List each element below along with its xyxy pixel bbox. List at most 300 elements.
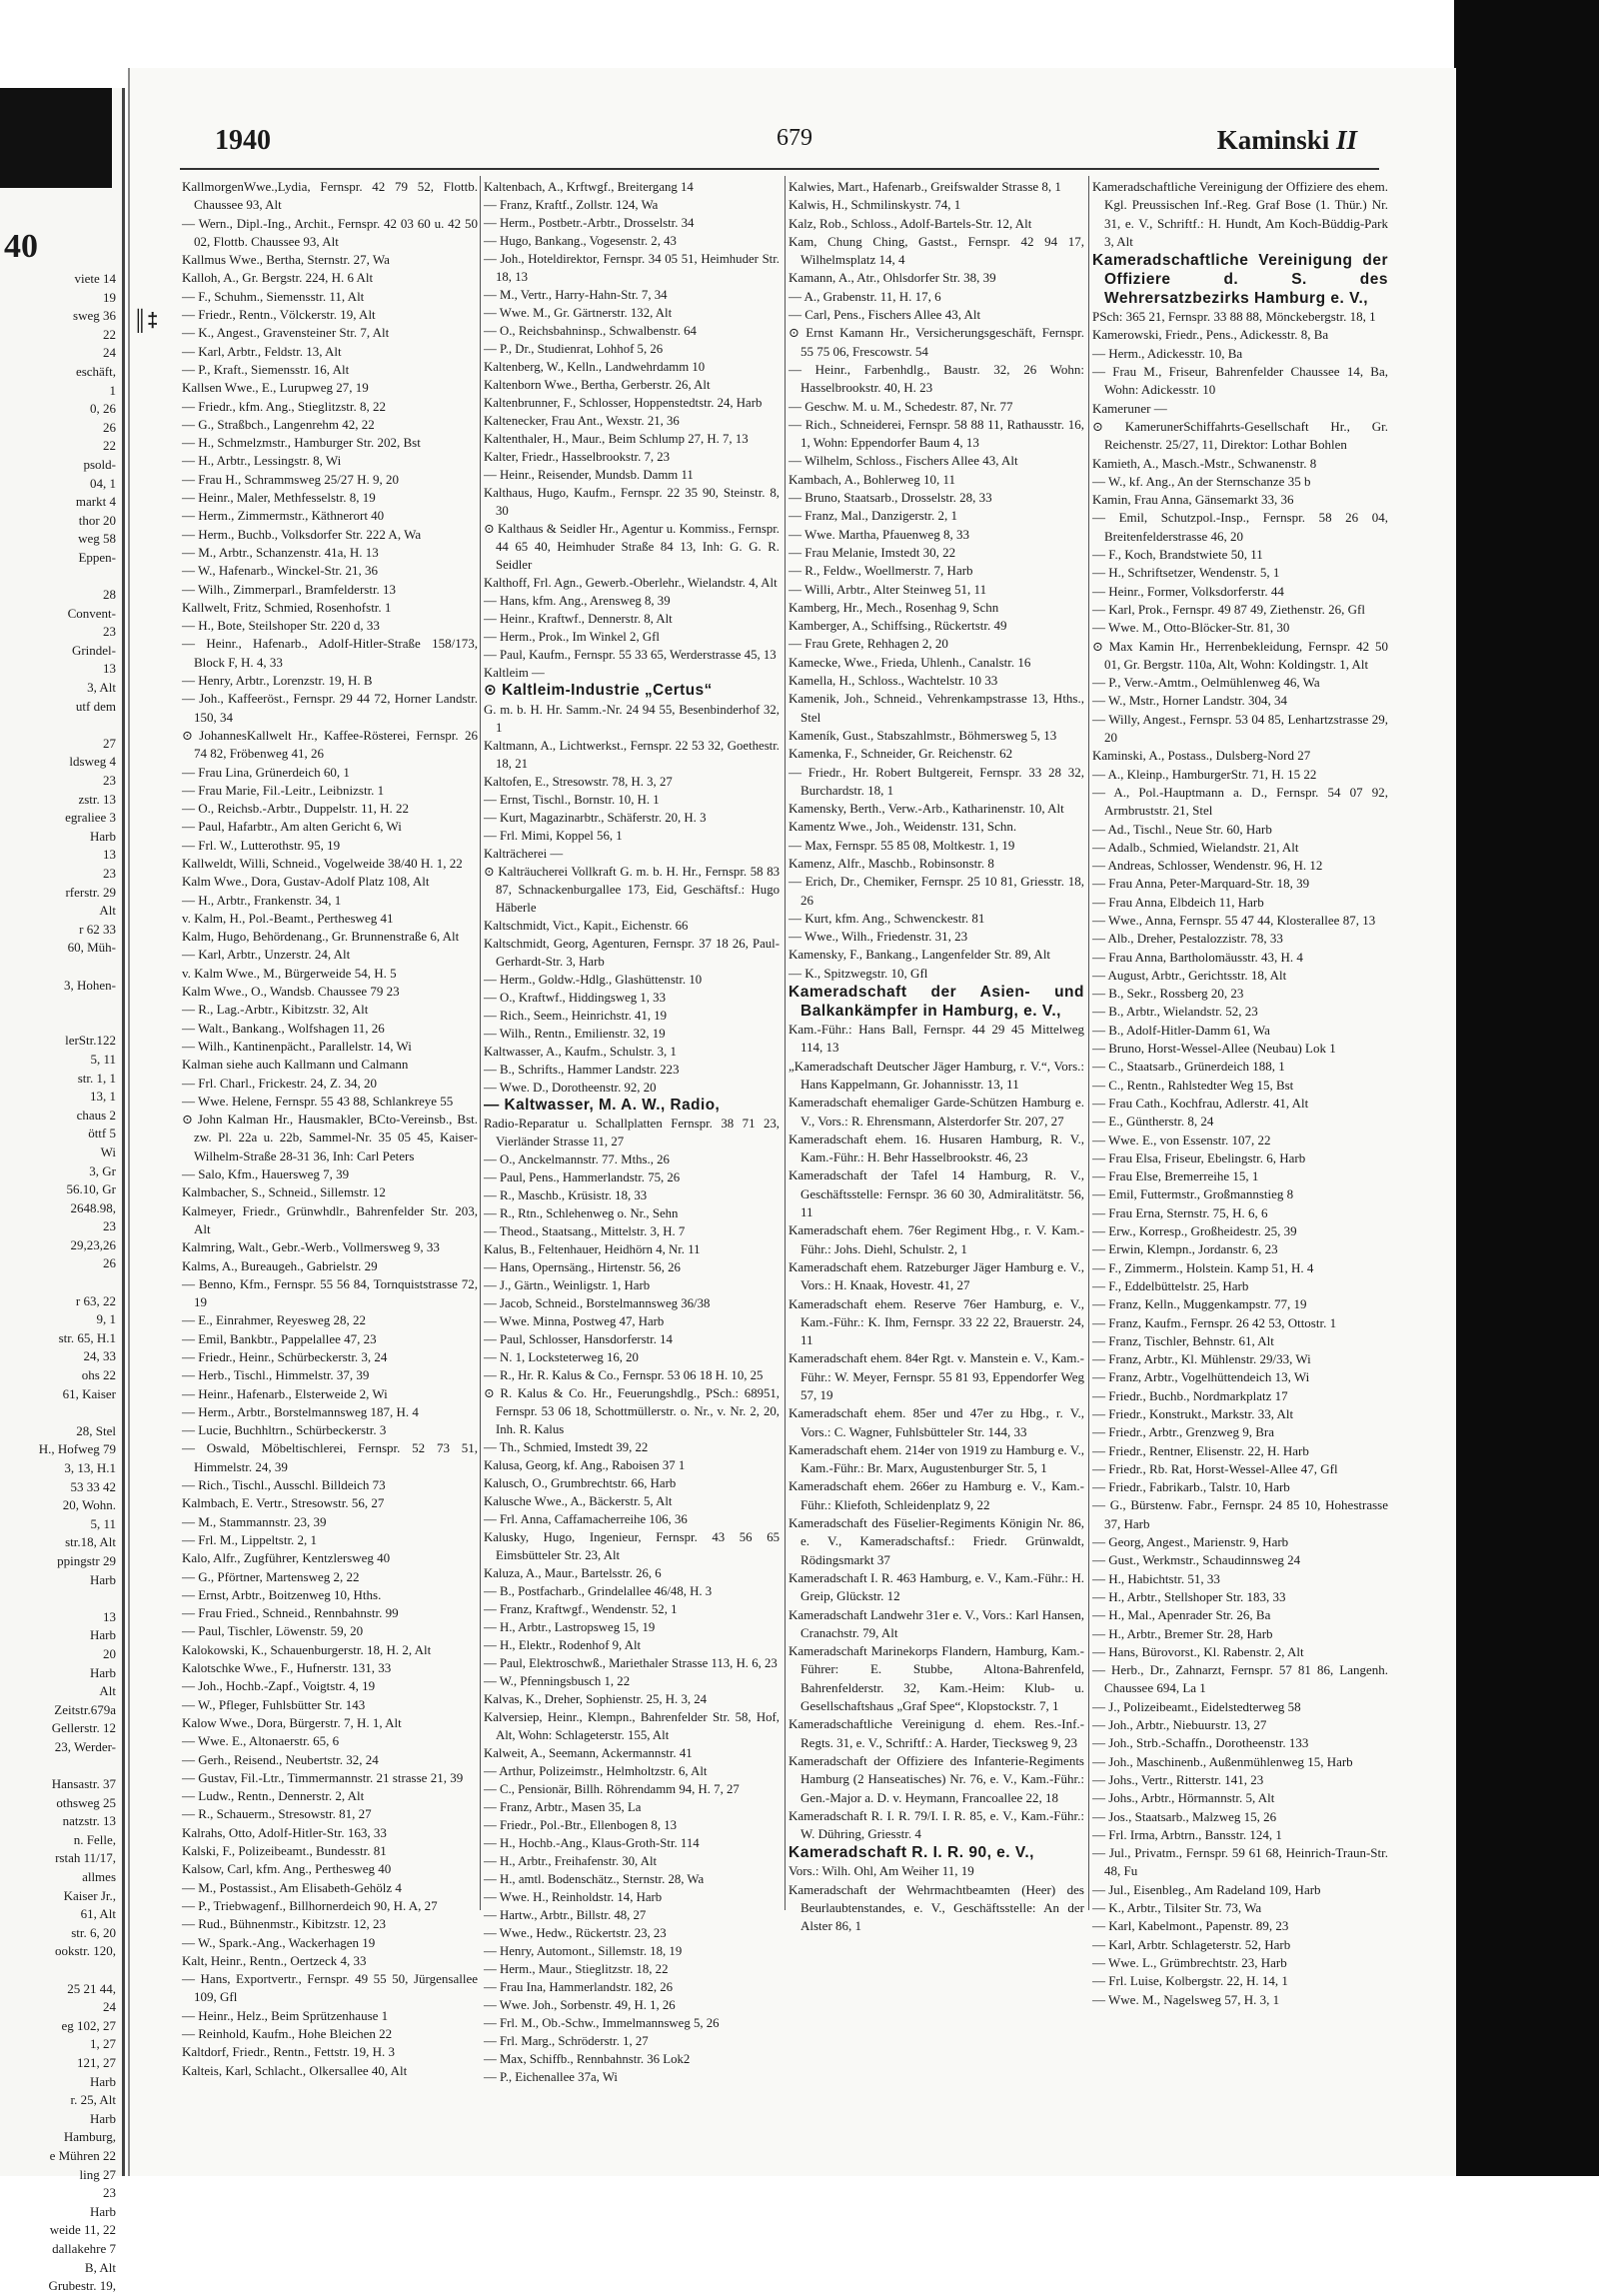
- directory-entry: — Georg, Angest., Marienstr. 9, Harb: [1092, 1534, 1289, 1550]
- directory-entry: — P., Triebwagenf., Billhornerdeich 90, H. A, 27: [182, 1897, 438, 1913]
- directory-entry: Kalwies, Mart., Hafenarb., Greifswalder Strasse 8, 1: [789, 179, 1061, 194]
- directory-heading-entry: Kameradschaftliche Vereinigung der Offiziere d. S. des Wehrersatzbezirks Hamburg e. V.,: [1092, 252, 1388, 308]
- directory-entry: — Wwe. Joh., Sorbenstr. 49, H. 1, 26: [484, 1998, 676, 2013]
- directory-entry: — F., Koch, Brandstwiete 50, 11: [1092, 547, 1263, 563]
- directory-entry: — Franz, Kraftwgf., Wendenstr. 52, 1: [484, 1602, 678, 1617]
- previous-page-line: [2, 995, 120, 1014]
- directory-entry: — G., Pförtner, Martensweg 2, 22: [182, 1568, 360, 1584]
- directory-entry: — Joh., Kaffeeröst., Fernspr. 29 44 72, Horner Landstr. 150, 34: [182, 691, 478, 725]
- directory-entry: Kalsow, Carl, kfm. Ang., Perthesweg 40: [182, 1861, 392, 1877]
- previous-page-line: 24: [103, 345, 116, 361]
- directory-entry: Kaltschmidt, Georg, Agenturen, Fernspr. 37 18 26, Paul-Gerhardt-Str. 3, Harb: [484, 936, 780, 969]
- directory-entry: — Friedr., Buchb., Nordmarkplatz 17: [1092, 1387, 1288, 1403]
- previous-page-line: 27: [103, 735, 116, 751]
- directory-entry: Kaluza, A., Maur., Bartelsstr. 26, 6: [484, 1566, 662, 1581]
- directory-entry: — Frau Cath., Kochfrau, Adlerstr. 41, Alt: [1092, 1095, 1309, 1111]
- previous-page-line: 3, Hohen-: [64, 977, 116, 993]
- directory-entry: — Karl, Prok., Fernspr. 49 87 49, Ziethenstr. 26, Gfl: [1092, 601, 1365, 617]
- column-divider: [480, 176, 481, 1910]
- previous-page-line: sweg 36: [73, 308, 116, 324]
- previous-page-line: 20, Wohn.: [62, 1497, 116, 1513]
- previous-page-line: chaus 2: [76, 1107, 116, 1123]
- directory-entry: Kaltenbach, A., Krftwgf., Breitergang 14: [484, 180, 694, 194]
- directory-entry: — Heinr., Helz., Beim Sprützenhause 1: [182, 2007, 389, 2023]
- previous-page-line: str.18, Alt: [65, 1534, 116, 1550]
- directory-entry: — Friedr., Rb. Rat, Horst-Wessel-Allee 47, Gfl: [1092, 1460, 1338, 1476]
- directory-entry: Kalrahs, Otto, Adolf-Hitler-Str. 163, 33: [182, 1824, 387, 1840]
- previous-page-line: viete 14: [74, 271, 116, 286]
- directory-entry: — P., Eichenallee 37a, Wi: [484, 2070, 618, 2085]
- directory-entry: — Wwe. Minna, Postweg 47, Harb: [484, 1314, 665, 1329]
- directory-entry: — Franz, Kraftf., Zollstr. 124, Wa: [484, 198, 659, 212]
- previous-page-line: natzstr. 13: [62, 1813, 116, 1829]
- directory-entry: Kamberg, Hr., Mech., Rosenhag 9, Schn: [789, 599, 999, 615]
- directory-entry: Kameradschaftliche Vereinigung d. ehem. Res.-Inf.-Regts. 31, e. V., Schriftf.: A. Harder, Tiecksweg 9, 23: [789, 1716, 1084, 1750]
- directory-entry: Kalus, B., Feltenhauer, Heidhörn 4, Nr. 11: [484, 1242, 701, 1257]
- directory-entry: Kalter, Friedr., Hasselbrookstr. 7, 23: [484, 450, 671, 464]
- directory-entry: Kalm Wwe., Dora, Gustav-Adolf Platz 108, Alt: [182, 874, 430, 890]
- directory-entry: Kalms, A., Bureaugeh., Gabrielstr. 29: [182, 1257, 378, 1273]
- directory-entry: — Franz, Tischler, Behnstr. 61, Alt: [1092, 1332, 1274, 1348]
- previous-page-line: Wi: [100, 1144, 116, 1159]
- previous-page-line: 28, Stel: [76, 1422, 116, 1438]
- directory-entry: Kameradschaft Marinekorps Flandern, Hamburg, Kam.-Führer: E. Stubbe, Altona-Bahrenfeld, Bahrenfelderstr. 32, Kam.-Heim: Klub- u. Gesellschaftshaus „Graf Spee“, Klopstockstr. 7, 1: [789, 1643, 1084, 1714]
- directory-entry: G. m. b. H. Hr. Samm.-Nr. 24 94 55, Besenbinderhof 32, 1: [484, 702, 780, 735]
- directory-entry: Kaltenbrunner, F., Schlosser, Hoppenstedtstr. 24, Harb: [484, 396, 763, 410]
- directory-entry: — H., Habichtstr. 51, 33: [1092, 1570, 1220, 1586]
- directory-entry: — Paul, Pens., Hammerlandstr. 75, 26: [484, 1170, 681, 1185]
- directory-heading-entry: — Kaltwasser, M. A. W., Radio,: [484, 1096, 721, 1114]
- directory-entry: — Erich, Dr., Chemiker, Fernspr. 25 10 81, Griesstr. 18, 26: [789, 874, 1084, 908]
- directory-entry: — Willi, Arbtr., Alter Steinweg 51, 11: [789, 581, 987, 597]
- directory-entry: — Heinr., Hafenarb., Elsterweide 2, Wi: [182, 1385, 388, 1401]
- previous-page-line: 53 33 42: [70, 1478, 116, 1494]
- directory-entry: Kalusch, O., Grumbrechtstr. 66, Harb: [484, 1476, 677, 1491]
- directory-entry: — Rud., Bühnenmstr., Kibitzstr. 12, 23: [182, 1916, 387, 1932]
- directory-entry: Kalz, Rob., Schloss., Adolf-Bartels-Str. 12, Alt: [789, 215, 1032, 231]
- directory-entry: — C., Pensionär, Billh. Röhrendamm 94, H. 7, 27: [484, 1782, 740, 1797]
- directory-entry: ⊙ JohannesKallwelt Hr., Kaffee-Rösterei, Fernspr. 26 74 82, Fröbenweg 41, 26: [182, 727, 478, 762]
- previous-page-line: 23: [103, 624, 116, 640]
- previous-page-line: markt 4: [75, 494, 116, 510]
- directory-entry: ⊙ KamerunerSchiffahrts-Gesellschaft Hr., Gr. Reichenstr. 25/27, 11, Direktor: Lothar Bohlen: [1092, 418, 1388, 453]
- directory-entry: — O., Kraftwf., Hiddingsweg 1, 33: [484, 990, 666, 1005]
- directory-entry: Kalmring, Walt., Gebr.-Werb., Vollmersweg 9, 33: [182, 1239, 440, 1255]
- directory-entry: — H., Arbtr., Stellshoper Str. 183, 33: [1092, 1588, 1286, 1604]
- previous-page-line: n. Felle,: [73, 1831, 116, 1847]
- directory-entry: — Franz, Mal., Danzigerstr. 2, 1: [789, 508, 957, 524]
- directory-entry: — Johs., Vertr., Ritterstr. 141, 23: [1092, 1771, 1264, 1787]
- directory-entry: — Herm., Buchb., Volksdorfer Str. 222 A, Wa: [182, 526, 422, 542]
- previous-page-line: ohs 22: [81, 1367, 116, 1383]
- directory-entry: Kameradschaft R. I. R. 79/I. I. R. 85, e. V., Kam.-Führ.: W. Dühring, Griesstr. 4: [789, 1807, 1084, 1842]
- previous-page-line: dallakehre 7: [52, 2240, 116, 2256]
- directory-entry: Kameruner —: [1092, 400, 1167, 416]
- directory-entry: — Frl. W., Lutterothstr. 95, 19: [182, 837, 341, 853]
- directory-entry: — Frl. Irma, Arbtrn., Bansstr. 124, 1: [1092, 1826, 1282, 1842]
- previous-page-line: Alt: [99, 1683, 116, 1699]
- directory-entry: — Wwe. E., Altonaerstr. 65, 6: [182, 1733, 340, 1749]
- previous-page-line: 3, Alt: [87, 680, 116, 696]
- directory-entry: — W., Hafenarb., Winckel-Str. 21, 36: [182, 563, 379, 579]
- directory-entry: — Friedr., Arbtr., Grenzweg 9, Bra: [1092, 1424, 1274, 1440]
- previous-page-line: ling 27: [79, 2166, 116, 2182]
- directory-entry: — Friedr., kfm. Ang., Stieglitzstr. 8, 22: [182, 398, 387, 414]
- directory-entry: ⊙ John Kalman Hr., Hausmakler, BCto-Vereinsb., Bst. zw. Pl. 22a u. 22b, Sammel-Nr. 35 05 45, Kaiser-Wilhelm-Straße 28-31 36, Inh: Carl Peters: [182, 1112, 478, 1163]
- directory-entry: Kalo, Alfr., Zugführer, Kentzlersweg 40: [182, 1550, 391, 1566]
- directory-entry: Kamberger, A., Schiffsing., Rückertstr. 49: [789, 618, 1007, 634]
- directory-entry: — Emil, Schutzpol.-Insp., Fernspr. 58 26 04, Breitenfelderstrasse 46, 20: [1092, 510, 1388, 544]
- previous-page-line: 23: [103, 1218, 116, 1234]
- directory-entry: — Heinr., Farbenhdlg., Baustr. 32, 26 Wohn: Hasselbrookstr. 40, H. 23: [789, 361, 1084, 396]
- directory-entry: — Heinr., Maler, Methfesselstr. 8, 19: [182, 490, 376, 506]
- directory-entry: — W., Spark.-Ang., Wackerhagen 19: [182, 1934, 376, 1950]
- directory-entry: — Karl, Arbtr., Unzerstr. 24, Alt: [182, 947, 351, 963]
- directory-entry: — Friedr., Hr. Robert Bultgereit, Fernspr. 33 28 32, Burchardstr. 18, 1: [789, 764, 1084, 798]
- previous-page-line: Zeitstr.679a: [54, 1701, 116, 1717]
- directory-entry: — Friedr., Rentn., Völckerstr. 19, Alt: [182, 307, 376, 323]
- directory-entry: — A., Grabenstr. 11, H. 17, 6: [789, 288, 941, 304]
- directory-entry: Kamieth, A., Masch.-Mstr., Schwanenstr. 8: [1092, 455, 1317, 471]
- previous-page-line: utf dem: [75, 698, 116, 714]
- directory-entry: — Frl. Charl., Frickestr. 24, Z. 34, 20: [182, 1075, 377, 1091]
- directory-entry: Kalthoff, Frl. Agn., Gewerb.-Oberlehr., Wielandstr. 4, Alt: [484, 576, 778, 590]
- directory-entry: — Bruno, Staatsarb., Drosselstr. 28, 33: [789, 490, 992, 506]
- previous-page-line: 3, 13, H.1: [64, 1460, 116, 1475]
- previous-page-line: 5, 11: [90, 1051, 116, 1067]
- directory-entry: — Herm., Adickesstr. 10, Ba: [1092, 345, 1243, 361]
- directory-entry: — Frl. Mimi, Koppel 56, 1: [484, 828, 623, 843]
- directory-entry: Kaminski, A., Postass., Dulsberg-Nord 27: [1092, 748, 1311, 764]
- directory-entry: Kam.-Führ.: Hans Ball, Fernspr. 44 29 45 Mittelweg 114, 13: [789, 1022, 1084, 1056]
- directory-entry: — F., Zimmerm., Holstein. Kamp 51, H. 4: [1092, 1259, 1314, 1275]
- directory-entry: — Erwin, Klempn., Jordanstr. 6, 23: [1092, 1241, 1278, 1257]
- directory-entry: — Frau Erna, Sternstr. 75, H. 6, 6: [1092, 1204, 1268, 1220]
- directory-entry: — Adalb., Schmied, Wielandstr. 21, Alt: [1092, 839, 1299, 855]
- previous-page-line: 23: [103, 2185, 116, 2201]
- directory-entry: — Rich., Schneiderei, Fernspr. 58 88 11, Rathausstr. 16, 1, Wohn: Eppendorfer Baum 4, 13: [789, 416, 1084, 451]
- previous-page-line: psold-: [83, 456, 116, 472]
- directory-entry: ⊙ Kalthaus & Seidler Hr., Agentur u. Kommiss., Fernspr. 44 65 40, Heimhuder Straße 84 13, Inh: G. G. R. Seidler: [484, 522, 780, 572]
- previous-page-line: Harb: [90, 1627, 116, 1643]
- directory-entry: — Frau Melanie, Imstedt 30, 22: [789, 544, 956, 560]
- page-number: 679: [777, 125, 812, 151]
- directory-entry: — W., kf. Ang., An der Sternschanze 35 b: [1092, 473, 1311, 489]
- previous-page-line: Convent-: [67, 605, 116, 621]
- directory-entry: — Franz, Arbtr., Masen 35, La: [484, 1800, 642, 1815]
- directory-entry: — Salo, Kfm., Hauersweg 7, 39: [182, 1166, 350, 1182]
- previous-page-line: 13, 1: [90, 1089, 116, 1105]
- directory-entry: — Herb., Tischl., Himmelstr. 37, 39: [182, 1367, 370, 1383]
- directory-entry: — H., Hochb.-Ang., Klaus-Groth-Str. 114: [484, 1836, 700, 1851]
- directory-entry: — Heinr., Reisender, Mundsb. Damm 11: [484, 468, 694, 482]
- directory-entry: — Karl, Arbtr., Feldstr. 13, Alt: [182, 343, 342, 359]
- previous-page-line: 2648.98,: [70, 1199, 116, 1215]
- previous-page-line: 19: [103, 289, 116, 305]
- directory-entry: ⊙ Max Kamin Hr., Herrenbekleidung, Fernspr. 42 50 01, Gr. Bergstr. 110a, Alt, Wohn: Koldingstr. 1, Alt: [1092, 638, 1388, 672]
- directory-entry: Kalmbacher, S., Schneid., Sillemstr. 12: [182, 1184, 386, 1200]
- directory-entry: — Walt., Bankang., Wolfshagen 11, 26: [182, 1020, 385, 1036]
- previous-page-line: 23, Werder-: [54, 1738, 116, 1754]
- previous-page-line: Harb: [90, 1664, 116, 1680]
- directory-entry: Kaltenecker, Frau Ant., Wexstr. 21, 36: [484, 414, 680, 428]
- directory-entry: — Arthur, Polizeimstr., Helmholtzstr. 6, Alt: [484, 1764, 708, 1779]
- directory-entry: — Carl, Pens., Fischers Allee 43, Alt: [789, 307, 981, 323]
- directory-entry: — Oswald, Möbeltischlerei, Fernspr. 52 73 51, Himmelstr. 24, 39: [182, 1440, 478, 1474]
- directory-entry: — Theod., Staatsang., Mittelstr. 3, H. 7: [484, 1224, 686, 1239]
- previous-page-line: ppingstr 29: [57, 1552, 116, 1568]
- scanner-shadow: [0, 88, 112, 188]
- directory-entry: Kameradschaft ehem. 16. Husaren Hamburg, R. V., Kam.-Führ.: H. Behr Hasselbrookstr. 46, 23: [789, 1131, 1084, 1165]
- previous-page-line: 26: [103, 419, 116, 435]
- directory-entry: Vors.: Wilh. Ohl, Am Weiher 11, 19: [789, 1863, 974, 1879]
- directory-entry: Kamenz, Alfr., Maschb., Robinsonstr. 8: [789, 855, 994, 871]
- previous-page-line: Harb: [90, 1571, 116, 1587]
- directory-entry: — Franz, Arbtr., Kl. Mühlenstr. 29/33, Wi: [1092, 1351, 1311, 1367]
- previous-page-line: Grubestr. 19,: [48, 2278, 116, 2294]
- directory-entry: Kameradschaft ehem. 214er von 1919 zu Hamburg e. V., Kam.-Führ.: Br. Marx, Augustenburger Str. 5, 1: [789, 1441, 1084, 1476]
- previous-page-line: r 62 33: [79, 921, 116, 937]
- directory-entry: — J., Gärtn., Weinligstr. 1, Harb: [484, 1278, 651, 1293]
- previous-page-line: othsweg 25: [56, 1794, 116, 1810]
- previous-page-line: [2, 1273, 120, 1292]
- directory-entry: KallmorgenWwe.,Lydia, Fernspr. 42 79 52, Flottb. Chaussee 93, Alt: [182, 179, 478, 213]
- directory-entry: Kam, Chung Ching, Gastst., Fernspr. 42 94 17, Wilhelmsplatz 14, 4: [789, 233, 1084, 268]
- directory-entry: Kamentz Wwe., Joh., Weidenstr. 131, Schn.: [789, 819, 1017, 835]
- directory-entry: — Herm., Postbetr.-Arbtr., Drosselstr. 34: [484, 216, 695, 230]
- directory-entry: Kaltofen, E., Stresowstr. 78, H. 3, 27: [484, 774, 673, 789]
- directory-entry: — F., Schuhm., Siemensstr. 11, Alt: [182, 288, 365, 304]
- previous-page-line: Harb: [90, 2110, 116, 2126]
- header-rule: [180, 168, 1379, 170]
- directory-entry: Kameradschaft der Wehrmachtbeamten (Heer) des Beurlaubtenstandes, e. V., Geschäftsstelle: An der Alster 86, 1: [789, 1881, 1084, 1934]
- directory-entry: Kameradschaftliche Vereinigung der Offiziere des ehem. Kgl. Preussischen Inf.-Reg. Graf Bose (1. Thür.) Nr. 31, e. V., Schriftf.: H. Hundt, Am Koch-Büddig-Park 3, Alt: [1092, 179, 1388, 249]
- directory-entry: — Willy, Angest., Fernspr. 53 04 85, Lenhartzstrasse 29, 20: [1092, 711, 1388, 746]
- previous-page-line: Hamburg,: [63, 2129, 116, 2145]
- previous-page-line: rstah 11/17,: [55, 1850, 116, 1866]
- previous-page-number: 40: [4, 228, 38, 265]
- directory-entry: Kameradschaft der Offiziere des Infanterie-Regiments Hamburg (2 Hanseatisches) Nr. 76, e. V., Kam.-Führ.: Gen.-Major a. D. v. Heymann, Francoallee 22, 18: [789, 1752, 1084, 1805]
- margin-mark: ║‡: [133, 310, 159, 332]
- previous-page-line: r 63, 22: [75, 1292, 116, 1308]
- directory-entry: — Benno, Kfm., Fernspr. 55 56 84, Tornquiststrasse 72, 19: [182, 1275, 478, 1310]
- previous-page-line: Eppen-: [78, 549, 116, 565]
- directory-entry: Kalvas, K., Dreher, Sophienstr. 25, H. 3, 24: [484, 1692, 708, 1707]
- previous-page-line: B, Alt: [84, 2259, 116, 2275]
- directory-entry: v. Kalm Wwe., M., Bürgerweide 54, H. 5: [182, 965, 397, 981]
- directory-entry: — Wwe. E., von Essenstr. 107, 22: [1092, 1132, 1271, 1148]
- directory-entry: Kaltwasser, A., Kaufm., Schulstr. 3, 1: [484, 1044, 677, 1059]
- directory-entry: — Friedr., Rentner, Elisenstr. 22, H. Harb: [1092, 1442, 1309, 1458]
- directory-entry: — Wwe., Wilh., Friedenstr. 31, 23: [789, 929, 968, 945]
- directory-entry: — Franz, Arbtr., Vogelhüttendeich 13, Wi: [1092, 1369, 1310, 1385]
- directory-entry: — W., Pfenningsbusch 1, 22: [484, 1674, 631, 1689]
- running-head-name: Kaminski: [1216, 125, 1330, 155]
- directory-entry: — H., Arbtr., Bremer Str. 28, Harb: [1092, 1625, 1273, 1641]
- directory-entry: — A., Pol.-Hauptmann a. D., Fernspr. 54 07 92, Armbruststr. 21, Stel: [1092, 784, 1388, 819]
- directory-entry: — Joh., Strb.-Schaffn., Dorotheenstr. 133: [1092, 1735, 1309, 1751]
- directory-heading-entry: Kameradschaft R. I. R. 90, e. V.,: [789, 1844, 1034, 1862]
- directory-entry: — Herm., Maur., Stieglitzstr. 18, 22: [484, 1962, 669, 1977]
- directory-entry: — Frau Grete, Rehhagen 2, 20: [789, 636, 948, 652]
- directory-entry: — Karl, Kabelmont., Papenstr. 89, 23: [1092, 1918, 1289, 1934]
- directory-entry: — Ludw., Rentn., Dennerstr. 2, Alt: [182, 1788, 365, 1804]
- directory-entry: — P., Kraft., Siemensstr. 16, Alt: [182, 361, 350, 377]
- directory-entry: — H., Arbtr., Frankenstr. 34, 1: [182, 892, 342, 908]
- directory-entry: — Jul., Privatm., Fernspr. 59 61 68, Heinrich-Traun-Str. 48, Fu: [1092, 1845, 1388, 1879]
- directory-entry: — Th., Schmied, Imstedt 39, 22: [484, 1440, 649, 1455]
- directory-entry: — Joh., Arbtr., Niebuurstr. 13, 27: [1092, 1717, 1267, 1733]
- directory-entry: — Andreas, Schlosser, Wendenstr. 96, H. 12: [1092, 858, 1323, 874]
- previous-page-line: [2, 716, 120, 735]
- directory-entry: — Rich., Seem., Heinrichstr. 41, 19: [484, 1008, 668, 1023]
- previous-page-line: 29,23,26: [70, 1236, 116, 1252]
- directory-entry: Kaltdorf, Friedr., Rentn., Fettstr. 19, H. 3: [182, 2044, 396, 2060]
- previous-page-line: 121, 27: [77, 2055, 116, 2070]
- directory-entry: — W., Mstr., Horner Landstr. 304, 34: [1092, 693, 1287, 709]
- directory-entry: — H., Arbtr., Lessingstr. 8, Wi: [182, 453, 342, 469]
- directory-entry: Kameradschaft ehem. 85er und 47er zu Hbg., r. V., Vors.: C. Wagner, Fuhlsbütteler Str. 144, 33: [789, 1405, 1084, 1439]
- previous-page-line: 56.10, Gr: [66, 1181, 116, 1197]
- directory-entry: — W., Pfleger, Fuhlsbütter Str. 143: [182, 1696, 366, 1712]
- previous-page-line: 25 21 44,: [67, 1980, 116, 1996]
- directory-entry: Kameradschaft ehem. Ratzeburger Jäger Hamburg e. V., Vors.: H. Knaak, Hovestr. 41, 27: [789, 1258, 1084, 1293]
- directory-entry: — Bruno, Horst-Wessel-Allee (Neubau) Lok 1: [1092, 1041, 1336, 1057]
- directory-entry: — G., Bürstenw. Fabr., Fernspr. 24 85 10, Hohestrasse 37, Harb: [1092, 1497, 1388, 1531]
- previous-page-line: Gellerstr. 12: [51, 1720, 116, 1736]
- previous-page-line: rferstr. 29: [65, 884, 116, 900]
- previous-page-line: 22: [103, 438, 116, 454]
- directory-entry: — Hans, Exportvertr., Fernspr. 49 55 50, Jürgensallee 109, Gfl: [182, 1971, 478, 2005]
- directory-entry: — Frau Ina, Hammerlandstr. 182, 26: [484, 1980, 674, 1995]
- directory-entry: — Paul, Hafarbtr., Am alten Gericht 6, Wi: [182, 819, 402, 835]
- directory-entry: Kamecke, Wwe., Frieda, Uhlenh., Canalstr. 16: [789, 654, 1031, 670]
- directory-entry: Kalthaus, Hugo, Kaufm., Fernspr. 22 35 90, Steinstr. 8, 30: [484, 486, 780, 518]
- directory-entry: — Jos., Staatsarb., Malzweg 15, 26: [1092, 1808, 1277, 1824]
- directory-entry: Kalm, Hugo, Behördenang., Gr. Brunnenstraße 6, Alt: [182, 929, 460, 945]
- directory-entry: Kamenka, F., Schneider, Gr. Reichenstr. 62: [789, 746, 1013, 762]
- previous-page-line: thor 20: [78, 512, 116, 528]
- directory-entry: — K., Spitzwegstr. 10, Gfl: [789, 965, 928, 981]
- directory-entry: Kalmeyer, Friedr., Grünwhdlr., Bahrenfelder Str. 203, Alt: [182, 1202, 478, 1236]
- directory-entry: — Herb., Dr., Zahnarzt, Fernspr. 57 81 86, Langenh. Chaussee 694, La 1: [1092, 1662, 1388, 1696]
- directory-entry: — G., Straßbch., Langenrehm 42, 22: [182, 416, 375, 432]
- directory-entry: Kamerowski, Friedr., Pens., Adickesstr. 8, Ba: [1092, 327, 1329, 343]
- directory-entry: — Alb., Dreher, Pestalozzistr. 78, 33: [1092, 931, 1283, 947]
- previous-page-line: 24: [103, 1999, 116, 2015]
- directory-entry: Kalow Wwe., Dora, Bürgerstr. 7, H. 1, Alt: [182, 1714, 402, 1730]
- directory-entry: Kalusche Wwe., A., Bäckerstr. 5, Alt: [484, 1494, 673, 1509]
- directory-entry: ⊙ Ernst Kamann Hr., Versicherungsgeschäft, Fernspr. 55 75 06, Frescowstr. 54: [789, 325, 1084, 359]
- previous-page-line: 26: [103, 1255, 116, 1271]
- previous-page-line: 23: [103, 773, 116, 789]
- previous-page-line: Harb: [90, 2203, 116, 2219]
- running-head: [1187, 125, 1357, 156]
- directory-entry: — O., Reichsbahninsp., Schwalbenstr. 64: [484, 324, 697, 338]
- directory-entry: — J., Polizeibeamt., Eidelstedterweg 58: [1092, 1698, 1301, 1714]
- directory-entry: — Friedr., Pol.-Btr., Ellenbogen 8, 13: [484, 1818, 678, 1833]
- directory-entry: Kalusky, Hugo, Ingenieur, Fernspr. 43 56 65 Eimsbütteler Str. 23, Alt: [484, 1530, 780, 1563]
- previous-page-line: Hansastr. 37: [51, 1776, 116, 1792]
- directory-entry: — Joh., Hoteldirektor, Fernspr. 34 05 51, Heimhuder Str. 18, 13: [484, 252, 780, 284]
- directory-entry: — M., Vertr., Harry-Hahn-Str. 7, 34: [484, 288, 668, 302]
- directory-entry: — Joh., Hochb.-Zapf., Voigtstr. 4, 19: [182, 1678, 376, 1694]
- directory-entry: — B., Sekr., Rossberg 20, 23: [1092, 986, 1244, 1002]
- directory-entry: — Wwe. M., Nagelsweg 57, H. 3, 1: [1092, 1991, 1280, 2007]
- directory-entry: Kaltenthaler, H., Maur., Beim Schlump 27, H. 7, 13: [484, 432, 749, 446]
- directory-entry: — Herm., Goldw.-Hdlg., Glashüttenstr. 10: [484, 972, 703, 987]
- directory-entry: PSch: 365 21, Fernspr. 33 88 88, Mönckebergstr. 18, 1: [1092, 309, 1376, 325]
- directory-entry: — Herm., Prok., Im Winkel 2, Gfl: [484, 630, 660, 644]
- directory-entry: Kamin, Frau Anna, Gänsemarkt 33, 36: [1092, 492, 1294, 508]
- directory-entry: — H., Elektr., Rodenhof 9, Alt: [484, 1638, 642, 1653]
- directory-entry: — Frau Anna, Elbdeich 11, Harb: [1092, 894, 1264, 910]
- directory-entry: Kameradschaft Landwehr 31er e. V., Vors.: Karl Hansen, Cranachstr. 79, Alt: [789, 1606, 1084, 1640]
- directory-entry: — Franz, Kelln., Muggenkampstr. 77, 19: [1092, 1296, 1307, 1312]
- directory-entry: — Lucie, Buchhltrn., Schürbeckerstr. 3: [182, 1422, 387, 1438]
- previous-page-line: 9, 1: [96, 1311, 116, 1327]
- directory-entry: — H., Bote, Steilshoper Str. 220 d, 33: [182, 618, 380, 634]
- directory-entry: — H., Arbtr., Lastropsweg 15, 19: [484, 1620, 656, 1635]
- directory-entry: ⊙ Kalträucherei Vollkraft G. m. b. H. Hr., Fernspr. 58 83 87, Schnackenburgallee 173, Eid, Geschäftsf.: Hugo Häberle: [484, 864, 780, 915]
- previous-page-line: H., Hofweg 79: [38, 1441, 116, 1457]
- directory-entry: — R., Maschb., Krüsistr. 18, 33: [484, 1188, 648, 1203]
- directory-entry: — Wern., Dipl.-Ing., Archit., Fernspr. 42 03 60 u. 42 50 02, Flottb. Chaussee 93, Alt: [182, 215, 478, 249]
- directory-entry: — Jul., Eisenbleg., Am Radeland 109, Harb: [1092, 1881, 1321, 1897]
- previous-page-line: [2, 568, 120, 587]
- previous-page-line: r. 25, Alt: [70, 2092, 116, 2108]
- directory-entry: Kameradschaft I. R. 463 Hamburg, e. V., Kam.-Führ.: H. Greip, Glückstr. 12: [789, 1569, 1084, 1604]
- directory-entry: — C., Staatsarb., Grünerdeich 188, 1: [1092, 1059, 1285, 1075]
- directory-entry: Kameník, Gust., Stabszahlmstr., Böhmersweg 5, 13: [789, 727, 1057, 743]
- directory-entry: Kalweit, A., Seemann, Ackermannstr. 41: [484, 1746, 693, 1761]
- directory-entry: Kameradschaft ehemaliger Garde-Schützen Hamburg e. V., Vors.: R. Ehrensmann, Alsterdorfer Str. 207, 27: [789, 1095, 1084, 1129]
- previous-page-line: e Mühren 22: [49, 2147, 116, 2163]
- directory-entry: ⊙ R. Kalus & Co. Hr., Feuerungshdlg., PSch.: 68951, Fernspr. 53 06 18, Schottmüllerstr. o. Nr., v. Nr. 2, 20, Inh. R. Kalus: [484, 1386, 780, 1437]
- directory-column-2: [484, 178, 780, 2086]
- directory-entry: — Ad., Tischl., Neue Str. 60, Harb: [1092, 821, 1272, 837]
- directory-entry: — Frau Marie, Fil.-Leitr., Leibnizstr. 1: [182, 782, 385, 798]
- directory-entry: — Emil, Futtermstr., Großmannstieg 8: [1092, 1186, 1294, 1202]
- directory-entry: — B., Adolf-Hitler-Damm 61, Wa: [1092, 1022, 1270, 1038]
- directory-entry: — Hans, Opernsäng., Hirtenstr. 56, 26: [484, 1260, 681, 1275]
- directory-entry: — August, Arbtr., Gerichtsstr. 18, Alt: [1092, 967, 1287, 983]
- directory-entry: — Hartw., Arbtr., Billstr. 48, 27: [484, 1908, 647, 1923]
- directory-entry: Kaltschmidt, Vict., Kapit., Eichenstr. 66: [484, 918, 689, 933]
- directory-entry: — Reinhold, Kaufm., Hohe Bleichen 22: [182, 2025, 393, 2041]
- directory-entry: — C., Rentn., Rahlstedter Weg 15, Bst: [1092, 1077, 1294, 1093]
- previous-page-line: 1: [109, 382, 116, 398]
- directory-entry: Kalversiep, Heinr., Klempn., Bahrenfelder Str. 58, Hof, Alt, Wohn: Schlageterstr. 155, Alt: [484, 1710, 780, 1743]
- previous-page-line: 04, 1: [90, 475, 116, 491]
- directory-entry: — H., amtl. Bodenschätz., Sternstr. 28, Wa: [484, 1872, 705, 1887]
- directory-entry: — Hans, Bürovorst., Kl. Rabenstr. 2, Alt: [1092, 1643, 1304, 1659]
- previous-page-line: 22: [103, 326, 116, 342]
- previous-page-line: 61, Kaiser: [62, 1385, 116, 1401]
- previous-page-line: 24, 33: [83, 1348, 116, 1364]
- previous-page-line: Harb: [90, 2073, 116, 2089]
- directory-entry: — A., Kleinp., HamburgerStr. 71, H. 15 22: [1092, 766, 1317, 782]
- directory-entry: Kaltmann, A., Lichtwerkst., Fernspr. 22 53 32, Goethestr. 18, 21: [484, 738, 780, 771]
- directory-entry: — H., Mal., Apenrader Str. 26, Ba: [1092, 1607, 1271, 1623]
- previous-page-line: ldsweg 4: [69, 754, 116, 770]
- previous-page-line: zstr. 13: [78, 791, 116, 807]
- directory-entry: — Gustav, Fil.-Ltr., Timmermannstr. 21 strasse 21, 39: [182, 1769, 464, 1785]
- directory-heading-entry: Kameradschaft der Asien- und Balkankämpfer in Hamburg, e. V.,: [789, 984, 1084, 1021]
- directory-entry: — Frau Lina, Grünerdeich 60, 1: [182, 764, 350, 780]
- directory-entry: Kalloh, A., Gr. Bergstr. 224, H. 6 Alt: [182, 270, 374, 286]
- directory-heading-entry: ⊙ Kaltleim-Industrie „Certus“: [484, 682, 713, 699]
